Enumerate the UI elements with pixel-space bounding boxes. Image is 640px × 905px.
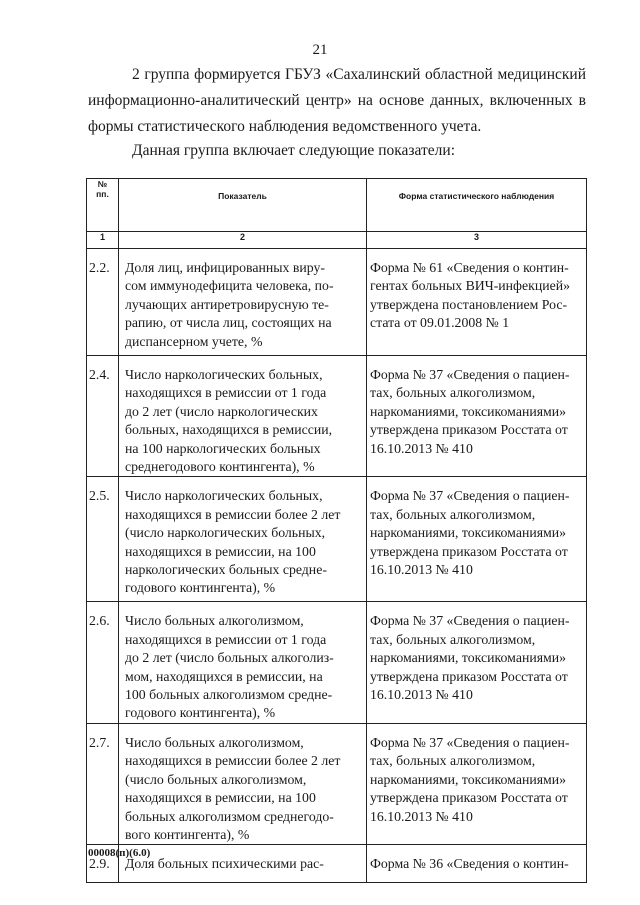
row-form [367, 249, 587, 356]
header-indicator: Показатель [119, 179, 367, 232]
column-number-row [87, 232, 587, 249]
form-line: гентах больных ВИЧ-инфекцией» [370, 278, 571, 294]
row-indicator [119, 602, 367, 723]
form-line: утверждена приказом Росстата от [370, 790, 568, 806]
intro-line: информационно-аналитический центр» на основе данных, включенных в [88, 92, 586, 109]
indicator-line: Число наркологических больных, [125, 488, 323, 504]
indicator-line: находящихся в ремиссии от 1 года [125, 385, 327, 401]
form-line: тах, больных алкоголизмом, [370, 753, 536, 769]
indicator-line: находящихся в ремиссии от 1 года [125, 631, 327, 647]
indicator-line: находящихся в ремиссии более 2 лет [125, 506, 341, 522]
table-row [87, 249, 587, 356]
form-line: Форма № 37 «Сведения о пациен- [370, 613, 570, 629]
indicator-line: больных алкоголизмом среднегодо- [125, 808, 334, 824]
indicator-line: лучающих антиретровирусную те- [125, 296, 329, 312]
indicator-line: находящихся в ремиссии, на 100 [125, 790, 316, 806]
intro-line: формы статистического наблюдения ведомственного учета. [88, 118, 482, 135]
row-indicator [119, 845, 367, 883]
indicator-line: вого контингента), % [125, 826, 250, 842]
form-line: тах, больных алкоголизмом, [370, 506, 536, 522]
form-line: утверждена приказом Росстата от [370, 668, 568, 684]
indicator-line: среднегодового контингента), % [125, 459, 315, 475]
form-line: 16.10.2013 № 410 [370, 687, 473, 703]
indicator-line: 100 больных алкоголизмом средне- [125, 687, 333, 703]
table-row [87, 602, 587, 723]
document-code: 00008(п)(6.0) [88, 847, 151, 859]
form-line: утверждена постановлением Рос- [370, 296, 568, 312]
header-form: Форма статистического наблюдения [367, 179, 587, 232]
indicator-line: Доля больных психическими рас- [125, 856, 324, 872]
indicator-line: диспансерном учете, % [125, 333, 263, 349]
form-line: тах, больных алкоголизмом, [370, 631, 536, 647]
lead-sentence: Данная группа включает следующие показатели: [132, 142, 456, 159]
header-number-sign: № [97, 179, 108, 189]
indicator-line: до 2 лет (число больных алкоголиз- [125, 650, 334, 666]
indicator-line: Число больных алкоголизмом, [125, 613, 304, 629]
indicator-line: мом, находящихся в ремиссии, на [125, 668, 323, 684]
table-row [87, 845, 587, 883]
form-line: утверждена приказом Росстата от [370, 543, 568, 559]
form-line: стата от 09.01.2008 № 1 [370, 315, 510, 331]
form-line: Форма № 36 «Сведения о контин- [370, 856, 569, 872]
form-line: наркоманиями, токсикоманиями» [370, 771, 567, 787]
form-line: Форма № 37 «Сведения о пациен- [370, 488, 570, 504]
form-line: 16.10.2013 № 410 [370, 562, 473, 578]
form-line: наркоманиями, токсикоманиями» [370, 525, 567, 541]
table-row [87, 356, 587, 477]
form-line: Форма № 37 «Сведения о пациен- [370, 367, 570, 382]
indicator-line: наркологических больных средне- [125, 562, 327, 578]
indicator-line: находящихся в ремиссии более 2 лет [125, 753, 341, 769]
form-line: наркоманиями, токсикоманиями» [370, 650, 567, 666]
form-line: 16.10.2013 № 410 [370, 808, 473, 824]
row-indicator [119, 249, 367, 356]
indicator-line: (число наркологических больных, [125, 525, 326, 541]
row-index: 2.7. [87, 723, 119, 844]
form-line: утверждена приказом Росстата от [370, 422, 568, 438]
row-indicator [119, 477, 367, 602]
row-form [367, 723, 587, 844]
form-line: Форма № 37 «Сведения о пациен- [370, 734, 570, 750]
table-header-row [87, 179, 587, 232]
row-index: 2.2. [87, 249, 119, 356]
form-line: 16.10.2013 № 410 [370, 440, 473, 456]
indicator-line: больных, находящихся в ремиссии, [125, 422, 333, 438]
row-indicator [119, 723, 367, 844]
row-form [367, 356, 587, 477]
form-line: тах, больных алкоголизмом, [370, 385, 536, 401]
indicator-line: годового контингента), % [125, 580, 276, 596]
intro-paragraph [88, 62, 586, 140]
form-line: Форма № 61 «Сведения о контин- [370, 260, 569, 275]
indicator-line: годового контингента), % [125, 705, 276, 721]
row-indicator [119, 356, 367, 477]
row-index: 2.5. [87, 477, 119, 602]
column-number: 2 [119, 232, 367, 249]
table-row [87, 723, 587, 844]
indicator-line: Доля лиц, инфицированных виру- [125, 260, 325, 275]
column-number: 3 [367, 232, 587, 249]
row-index: 2.9. [87, 845, 119, 883]
header-number [87, 179, 119, 232]
indicator-line: до 2 лет (число наркологических [125, 403, 318, 419]
indicator-line: Число наркологических больных, [125, 367, 323, 382]
indicator-line: находящихся в ремиссии, на 100 [125, 543, 316, 559]
indicator-line: (число больных алкоголизмом, [125, 771, 307, 787]
row-form [367, 602, 587, 723]
intro-line: 2 группа формируется ГБУЗ «Сахалинский областной медицинский [132, 66, 586, 83]
indicators-table [86, 178, 587, 883]
page-number: 21 [312, 42, 328, 58]
header-number-abbr: пп. [96, 189, 109, 199]
table-row [87, 477, 587, 602]
indicator-line: на 100 наркологических больных [125, 440, 321, 456]
indicator-line: сом иммунодефицита человека, по- [125, 278, 334, 294]
row-index: 2.6. [87, 602, 119, 723]
indicator-line: рапию, от числа лиц, состоящих на [125, 315, 332, 331]
row-index: 2.4. [87, 356, 119, 477]
row-form [367, 845, 587, 883]
form-line: наркоманиями, токсикоманиями» [370, 403, 567, 419]
row-form [367, 477, 587, 602]
column-number: 1 [87, 232, 119, 249]
indicator-line: Число больных алкоголизмом, [125, 734, 304, 750]
